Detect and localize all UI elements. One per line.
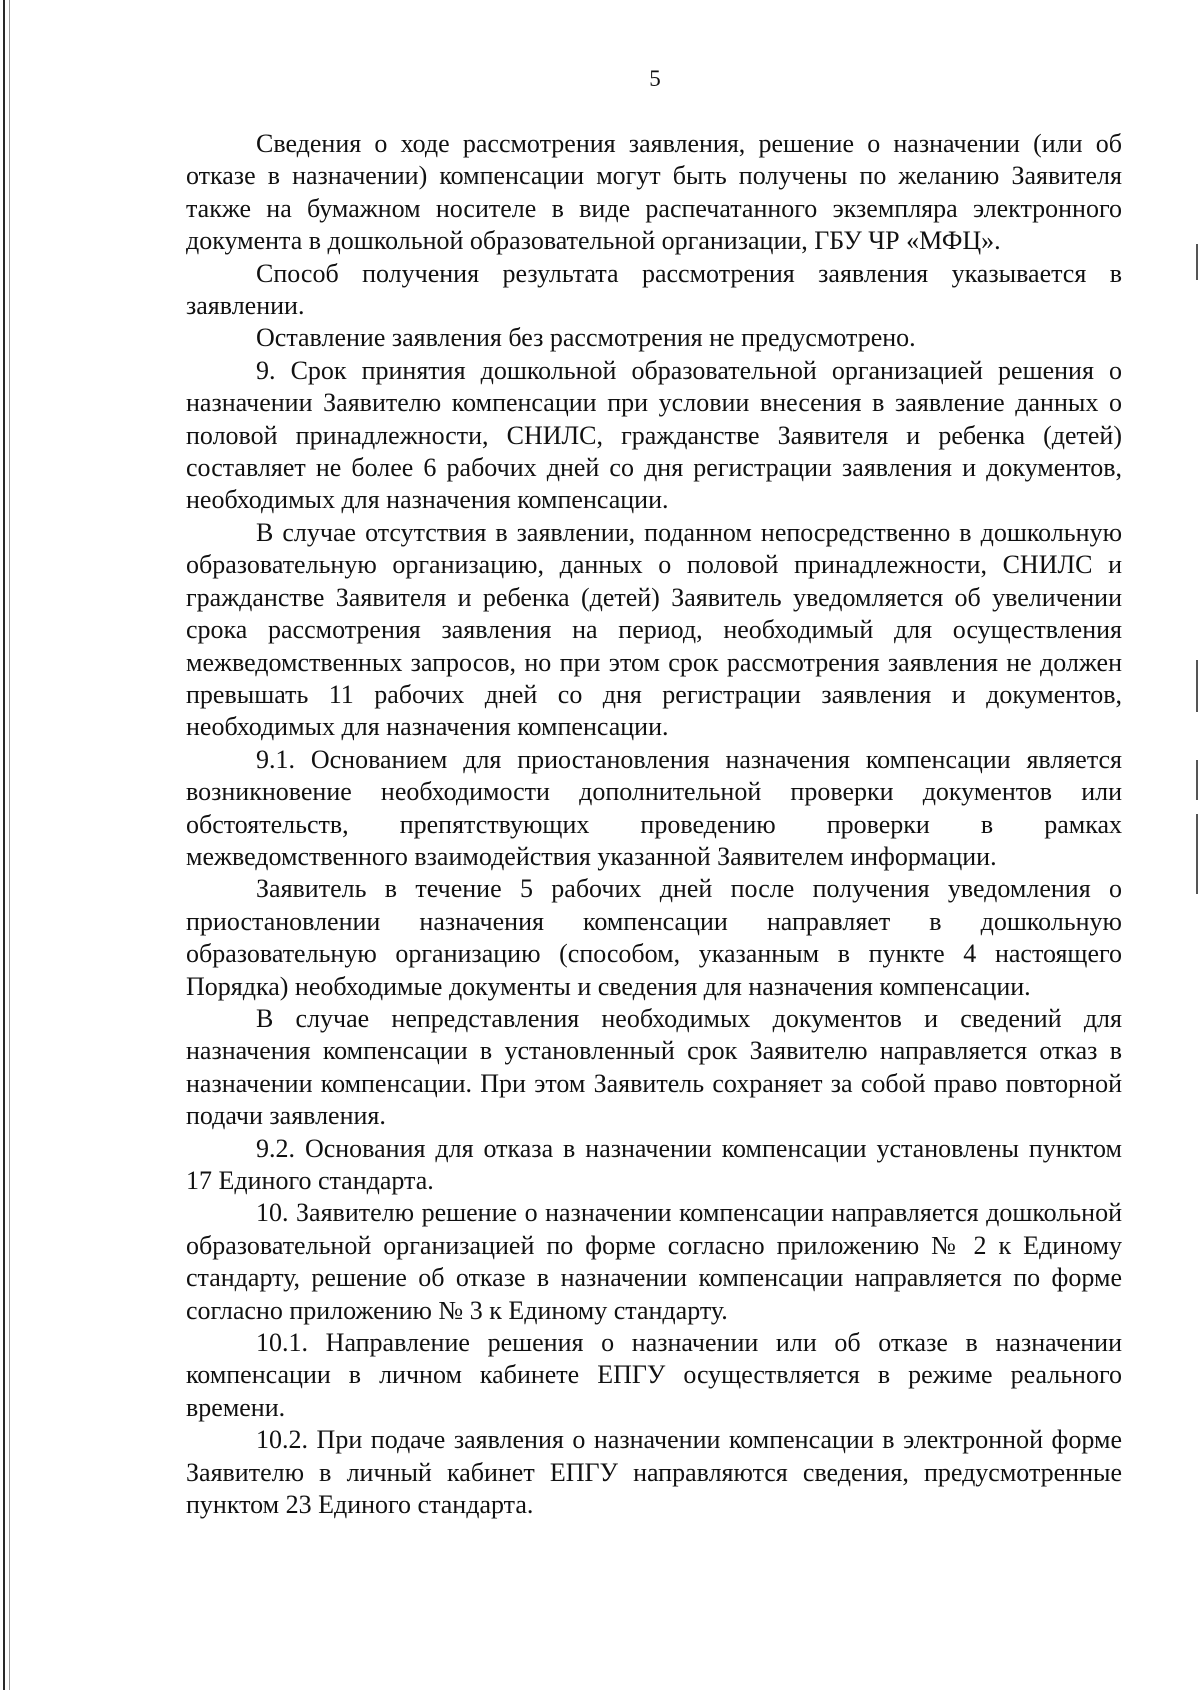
paragraph: Заявитель в течение 5 рабочих дней после получения уведомления о приостановлении назначения компенсации направляет в дошкольную образовательную организацию (способом, указанным в пункте 4 настоящего Порядка) необходимые документы и сведения для назначения компенсации.: [186, 874, 1122, 1001]
scan-mark-right: [1196, 660, 1198, 712]
document-body: [186, 128, 1122, 1521]
paragraph: 9. Срок принятия дошкольной образовательной организацией решения о назначении Заявителю компенсации при условии внесения в заявление данных о половой принадлежности, СНИЛС, гражданстве Заявителя и ребенка (детей) составляет не более 6 рабочих дней со дня регистрации заявления и документов, необходимых для назначения компенсации.: [186, 355, 1122, 515]
paragraph: 9.1. Основанием для приостановления назначения компенсации является возникновение необходимости дополнительной проверки документов или обстоятельств, препятствующих проведению проверки в рамках межведомственного взаимодействия указанной Заявителем информации.: [186, 744, 1122, 871]
paragraph: 10.2. При подаче заявления о назначении компенсации в электронной форме Заявителю в личный кабинет ЕПГУ направляются сведения, предусмотренные пунктом 23 Единого стандарта.: [186, 1425, 1122, 1520]
scan-mark-right: [1196, 244, 1198, 280]
scan-border-left-shadow: [9, 0, 10, 1690]
paragraph: 9.2. Основания для отказа в назначении компенсации установлены пунктом 17 Единого стандарта.: [186, 1133, 1122, 1195]
page-number: 5: [649, 66, 661, 91]
scan-mark-right: [1196, 760, 1198, 800]
paragraph: Способ получения результата рассмотрения заявления указывается в заявлении.: [186, 258, 1122, 321]
paragraph: Оставление заявления без рассмотрения не предусмотрено.: [256, 323, 916, 353]
paragraph: 10. Заявителю решение о назначении компенсации направляется дошкольной образовательной организацией по форме согласно приложению № 2 к Единому стандарту, решение об отказе в назначении компенсации направляется по форме согласно приложению № 3 к Единому стандарту.: [186, 1198, 1122, 1325]
scan-mark-right: [1196, 814, 1198, 894]
paragraph: В случае отсутствия в заявлении, поданном непосредственно в дошкольную образовательную организацию, данных о половой принадлежности, СНИЛС и гражданстве Заявителя и ребенка (детей) Заявитель уведомляется об увеличении срока рассмотрения заявления на период, необходимый для осуществления межведомственных запросов, но при этом срок рассмотрения заявления не должен превышать 11 рабочих дней со дня регистрации заявления и документов, необходимых для назначения компенсации.: [186, 517, 1122, 742]
paragraph: Сведения о ходе рассмотрения заявления, решение о назначении (или об отказе в назначении) компенсации могут быть получены по желанию Заявителя также на бумажном носителе в виде распечатанного экземпляра электронного документа в дошкольной образовательной организации, ГБУ ЧР «МФЦ».: [186, 129, 1122, 256]
scan-border-left: [3, 0, 5, 1690]
paragraph: В случае непредставления необходимых документов и сведений для назначения компенсации в установленный срок Заявителю направляется отказ в назначении компенсации. При этом Заявитель сохраняет за собой право повторной подачи заявления.: [186, 1003, 1122, 1131]
paragraph: 10.1. Направление решения о назначении или об отказе в назначении компенсации в личном кабинете ЕПГУ осуществляется в режиме реального времени.: [186, 1328, 1122, 1422]
